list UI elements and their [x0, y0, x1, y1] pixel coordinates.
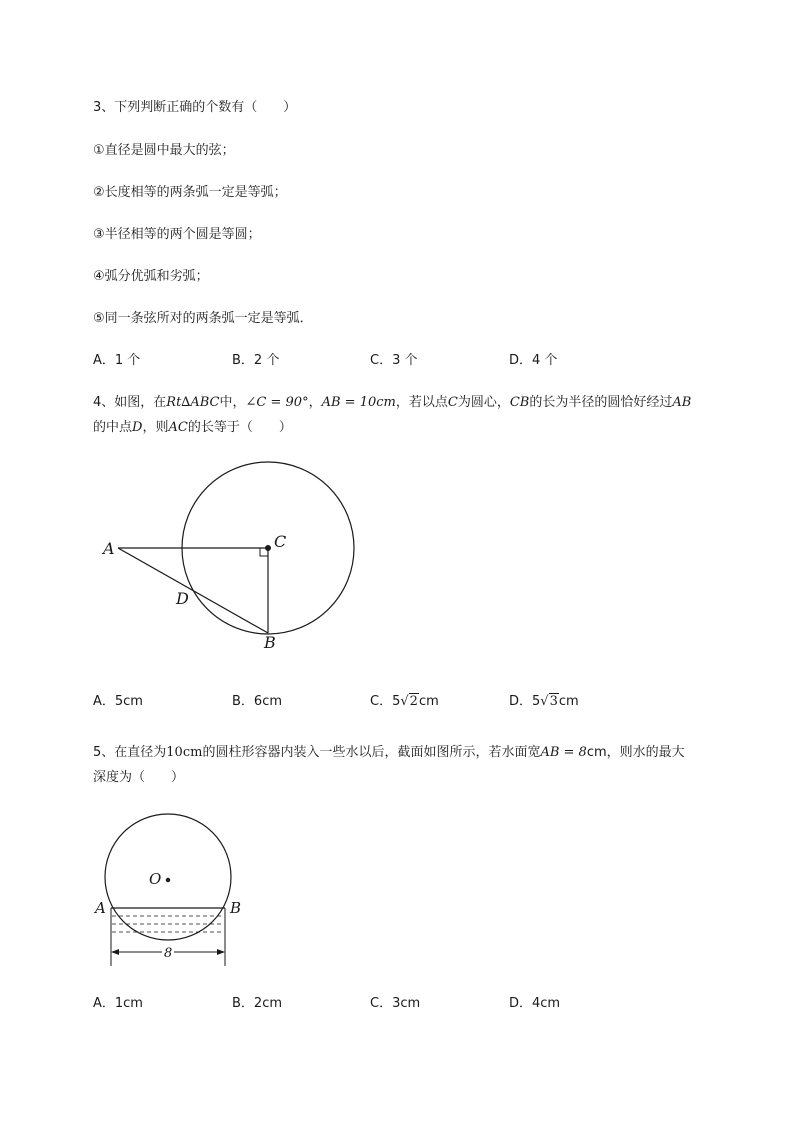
q4-point-d: D	[132, 420, 143, 435]
q5-line-2: 深度为（ ）	[93, 770, 185, 785]
q4-center-dot	[265, 545, 271, 551]
q4-option-c-unit: cm	[418, 694, 439, 709]
q4-cb: CB	[509, 395, 530, 410]
q5-text: cm，则水的最大	[586, 745, 685, 760]
q5-label-b: B	[230, 899, 242, 917]
q4-line-1	[93, 395, 691, 411]
q4-ac: AC	[168, 420, 188, 435]
q4-text: 4、如图，在	[93, 395, 167, 410]
q3-statement-1: ①直径是圆中最大的弦；	[93, 143, 235, 158]
q3-option-b: B．2 个	[232, 353, 280, 368]
q5-ab: AB = 8	[540, 745, 587, 760]
q4-ab: AB	[672, 395, 692, 410]
q3-statement-5: ⑤同一条弦所对的两条弧一定是等弧．	[93, 311, 313, 326]
q4-text: 的长等于（ ）	[187, 420, 292, 435]
q4-text: ，则	[142, 420, 169, 435]
q4-option-d-prefix: D．5	[509, 694, 541, 709]
q3-option-a: A．1 个	[93, 353, 141, 368]
q4-line-2	[93, 420, 292, 436]
q5-label-o: O	[149, 870, 162, 888]
q4-label-d: D	[176, 589, 189, 608]
q4-text: 中，	[219, 395, 246, 410]
q5-label-width: 8	[164, 946, 173, 961]
q5-center-dot	[166, 878, 170, 882]
q4-label-b: B	[264, 633, 276, 652]
q5-text: 的圆柱形容器内装入一些水以后，截面如图所示，若水面宽	[202, 745, 541, 760]
q5-option-d: D．4cm	[509, 996, 561, 1011]
q4-option-d-unit: cm	[558, 694, 579, 709]
q4-text: ，若以点	[395, 395, 448, 410]
q3-statement-3: ③半径相等的两个圆是等圆；	[93, 227, 261, 242]
q4-label-a: A	[103, 539, 115, 558]
q4-text: 的中点	[93, 420, 133, 435]
q4-triangle: ∆ABC	[181, 395, 220, 410]
sqrt-sign: √2	[400, 694, 418, 709]
q5-text: 5、在直径为	[93, 745, 167, 760]
q5-circle	[105, 814, 231, 940]
q5-option-c: C．3cm	[370, 996, 421, 1011]
sqrt-sign: √3	[540, 694, 558, 709]
q4-rt: Rt	[166, 395, 182, 410]
q5-line-1	[93, 745, 685, 761]
q3-title: 3、下列判断正确的个数有（ ）	[93, 100, 297, 115]
q5-figure	[92, 812, 252, 972]
q5-diameter: 10cm	[166, 745, 203, 760]
q5-option-a: A．1cm	[93, 996, 143, 1011]
q4-option-b: B．6cm	[232, 694, 283, 709]
q5-option-b: B．2cm	[232, 996, 283, 1011]
q5-arrow-right	[217, 949, 225, 955]
q5-water-hatching	[112, 916, 224, 932]
q5-label-a: A	[95, 899, 106, 917]
q4-point-c: C	[447, 395, 458, 410]
q4-text: ，	[308, 395, 322, 410]
q4-option-d-radicand: 3	[549, 694, 558, 709]
q5-arrow-left	[111, 949, 119, 955]
q4-option-c-radicand: 2	[409, 694, 418, 709]
q4-ab-length: AB = 10cm	[321, 395, 396, 410]
q4-text: 的长为半径的圆恰好经过	[529, 395, 673, 410]
q3-option-d: D．4 个	[509, 353, 558, 368]
q4-segment-ab	[118, 548, 268, 633]
q4-angle: ∠C = 90°	[245, 395, 309, 410]
q4-label-c: C	[274, 532, 287, 551]
q4-option-a: A．5cm	[93, 694, 143, 709]
q3-option-c: C．3 个	[370, 353, 418, 368]
q4-text: 为圆心，	[457, 395, 510, 410]
q4-option-c	[370, 694, 439, 710]
q4-option-d	[509, 694, 579, 710]
q3-statement-2: ②长度相等的两条弧一定是等弧；	[93, 185, 287, 200]
q4-figure	[95, 455, 365, 660]
q3-statement-4: ④弧分优弧和劣弧；	[93, 269, 209, 284]
q4-option-c-prefix: C．5	[370, 694, 401, 709]
